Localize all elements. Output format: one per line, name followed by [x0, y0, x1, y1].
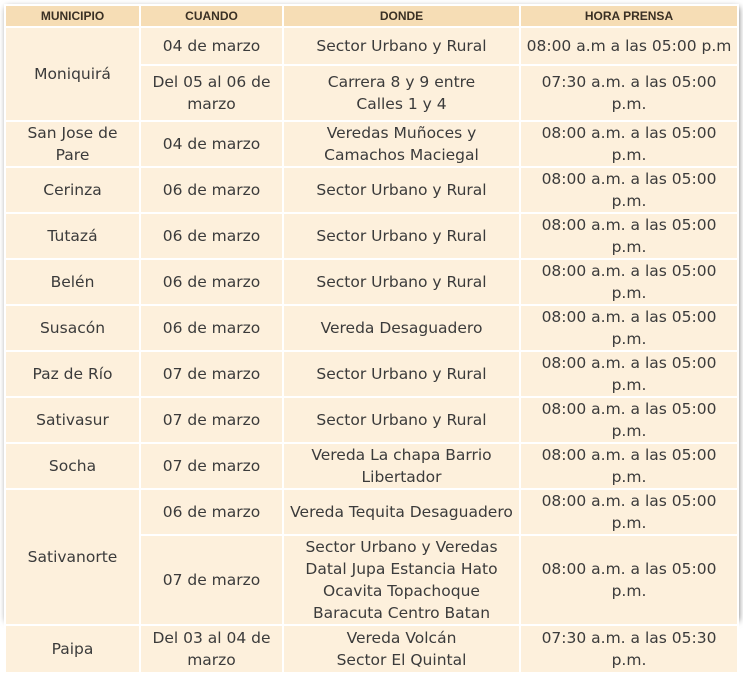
table-row — [5, 167, 738, 213]
cell-municipio: Paz de Río — [5, 351, 140, 397]
cell-cuando: 07 de marzo — [140, 397, 283, 443]
cell-hora: 08:00 a.m. a las 05:00 p.m. — [520, 443, 738, 489]
cell-cuando: 06 de marzo — [140, 213, 283, 259]
cell-hora: 08:00 a.m. a las 05:00 p.m. — [520, 535, 738, 625]
cell-donde: Sector Urbano y Veredas Datal Jupa Estancia Hato Ocavita Topachoque Baracuta Centro Batan — [283, 535, 520, 625]
header-municipio: MUNICIPIO — [5, 5, 140, 27]
cell-municipio: Tutazá — [5, 213, 140, 259]
cell-municipio: Paipa — [5, 625, 140, 673]
cell-municipio: Sativanorte — [5, 489, 140, 625]
table-row — [5, 259, 738, 305]
schedule-table — [4, 4, 739, 674]
cell-cuando: 06 de marzo — [140, 167, 283, 213]
header-hora-prensa: HORA PRENSA — [520, 5, 738, 27]
cell-hora: 08:00 a.m. a las 05:00 p.m. — [520, 397, 738, 443]
cell-donde: Sector Urbano y Rural — [283, 167, 520, 213]
cell-donde: Veredas Muñoces y Camachos Maciegal — [283, 121, 520, 167]
header-cuando: CUANDO — [140, 5, 283, 27]
cell-donde: Vereda Tequita Desaguadero — [283, 489, 520, 535]
cell-donde: Sector Urbano y Rural — [283, 351, 520, 397]
table-row — [5, 305, 738, 351]
cell-municipio: Cerinza — [5, 167, 140, 213]
cell-hora: 08:00 a.m. a las 05:00 p.m. — [520, 121, 738, 167]
cell-municipio: Susacón — [5, 305, 140, 351]
cell-donde: Sector Urbano y Rural — [283, 213, 520, 259]
cell-hora: 08:00 a.m a las 05:00 p.m — [520, 27, 738, 65]
cell-cuando: 07 de marzo — [140, 351, 283, 397]
cell-cuando: 04 de marzo — [140, 27, 283, 65]
table-row — [5, 213, 738, 259]
cell-hora: 08:00 a.m. a las 05:00 p.m. — [520, 351, 738, 397]
cell-hora: 08:00 a.m. a las 05:00 p.m. — [520, 305, 738, 351]
cell-donde: Vereda Desaguadero — [283, 305, 520, 351]
cell-hora: 08:00 a.m. a las 05:00 p.m. — [520, 167, 738, 213]
schedule-table-frame — [4, 4, 737, 669]
cell-cuando: 07 de marzo — [140, 535, 283, 625]
table-row — [5, 489, 738, 535]
cell-hora: 07:30 a.m. a las 05:30 p.m. — [520, 625, 738, 673]
cell-cuando: 06 de marzo — [140, 259, 283, 305]
cell-hora: 08:00 a.m. a las 05:00 p.m. — [520, 489, 738, 535]
cell-donde: Vereda La chapa Barrio Libertador — [283, 443, 520, 489]
cell-municipio: Belén — [5, 259, 140, 305]
cell-cuando: Del 05 al 06 de marzo — [140, 65, 283, 121]
cell-hora: 08:00 a.m. a las 05:00 p.m. — [520, 259, 738, 305]
table-row — [5, 121, 738, 167]
table-row — [5, 27, 738, 65]
cell-municipio: San Jose de Pare — [5, 121, 140, 167]
cell-donde: Sector Urbano y Rural — [283, 259, 520, 305]
cell-cuando: 04 de marzo — [140, 121, 283, 167]
cell-donde: Carrera 8 y 9 entre Calles 1 y 4 — [283, 65, 520, 121]
table-row — [5, 625, 738, 673]
cell-municipio: Moniquirá — [5, 27, 140, 121]
cell-cuando: 06 de marzo — [140, 489, 283, 535]
cell-hora: 08:00 a.m. a las 05:00 p.m. — [520, 213, 738, 259]
cell-hora: 07:30 a.m. a las 05:00 p.m. — [520, 65, 738, 121]
header-row — [5, 5, 738, 27]
table-row — [5, 351, 738, 397]
cell-cuando: 07 de marzo — [140, 443, 283, 489]
cell-municipio: Socha — [5, 443, 140, 489]
cell-donde: Sector Urbano y Rural — [283, 397, 520, 443]
cell-cuando: 06 de marzo — [140, 305, 283, 351]
cell-municipio: Sativasur — [5, 397, 140, 443]
cell-donde: Sector Urbano y Rural — [283, 27, 520, 65]
table-row — [5, 397, 738, 443]
header-donde: DONDE — [283, 5, 520, 27]
table-row — [5, 443, 738, 489]
cell-donde: Vereda Volcán Sector El Quintal — [283, 625, 520, 673]
cell-cuando: Del 03 al 04 de marzo — [140, 625, 283, 673]
